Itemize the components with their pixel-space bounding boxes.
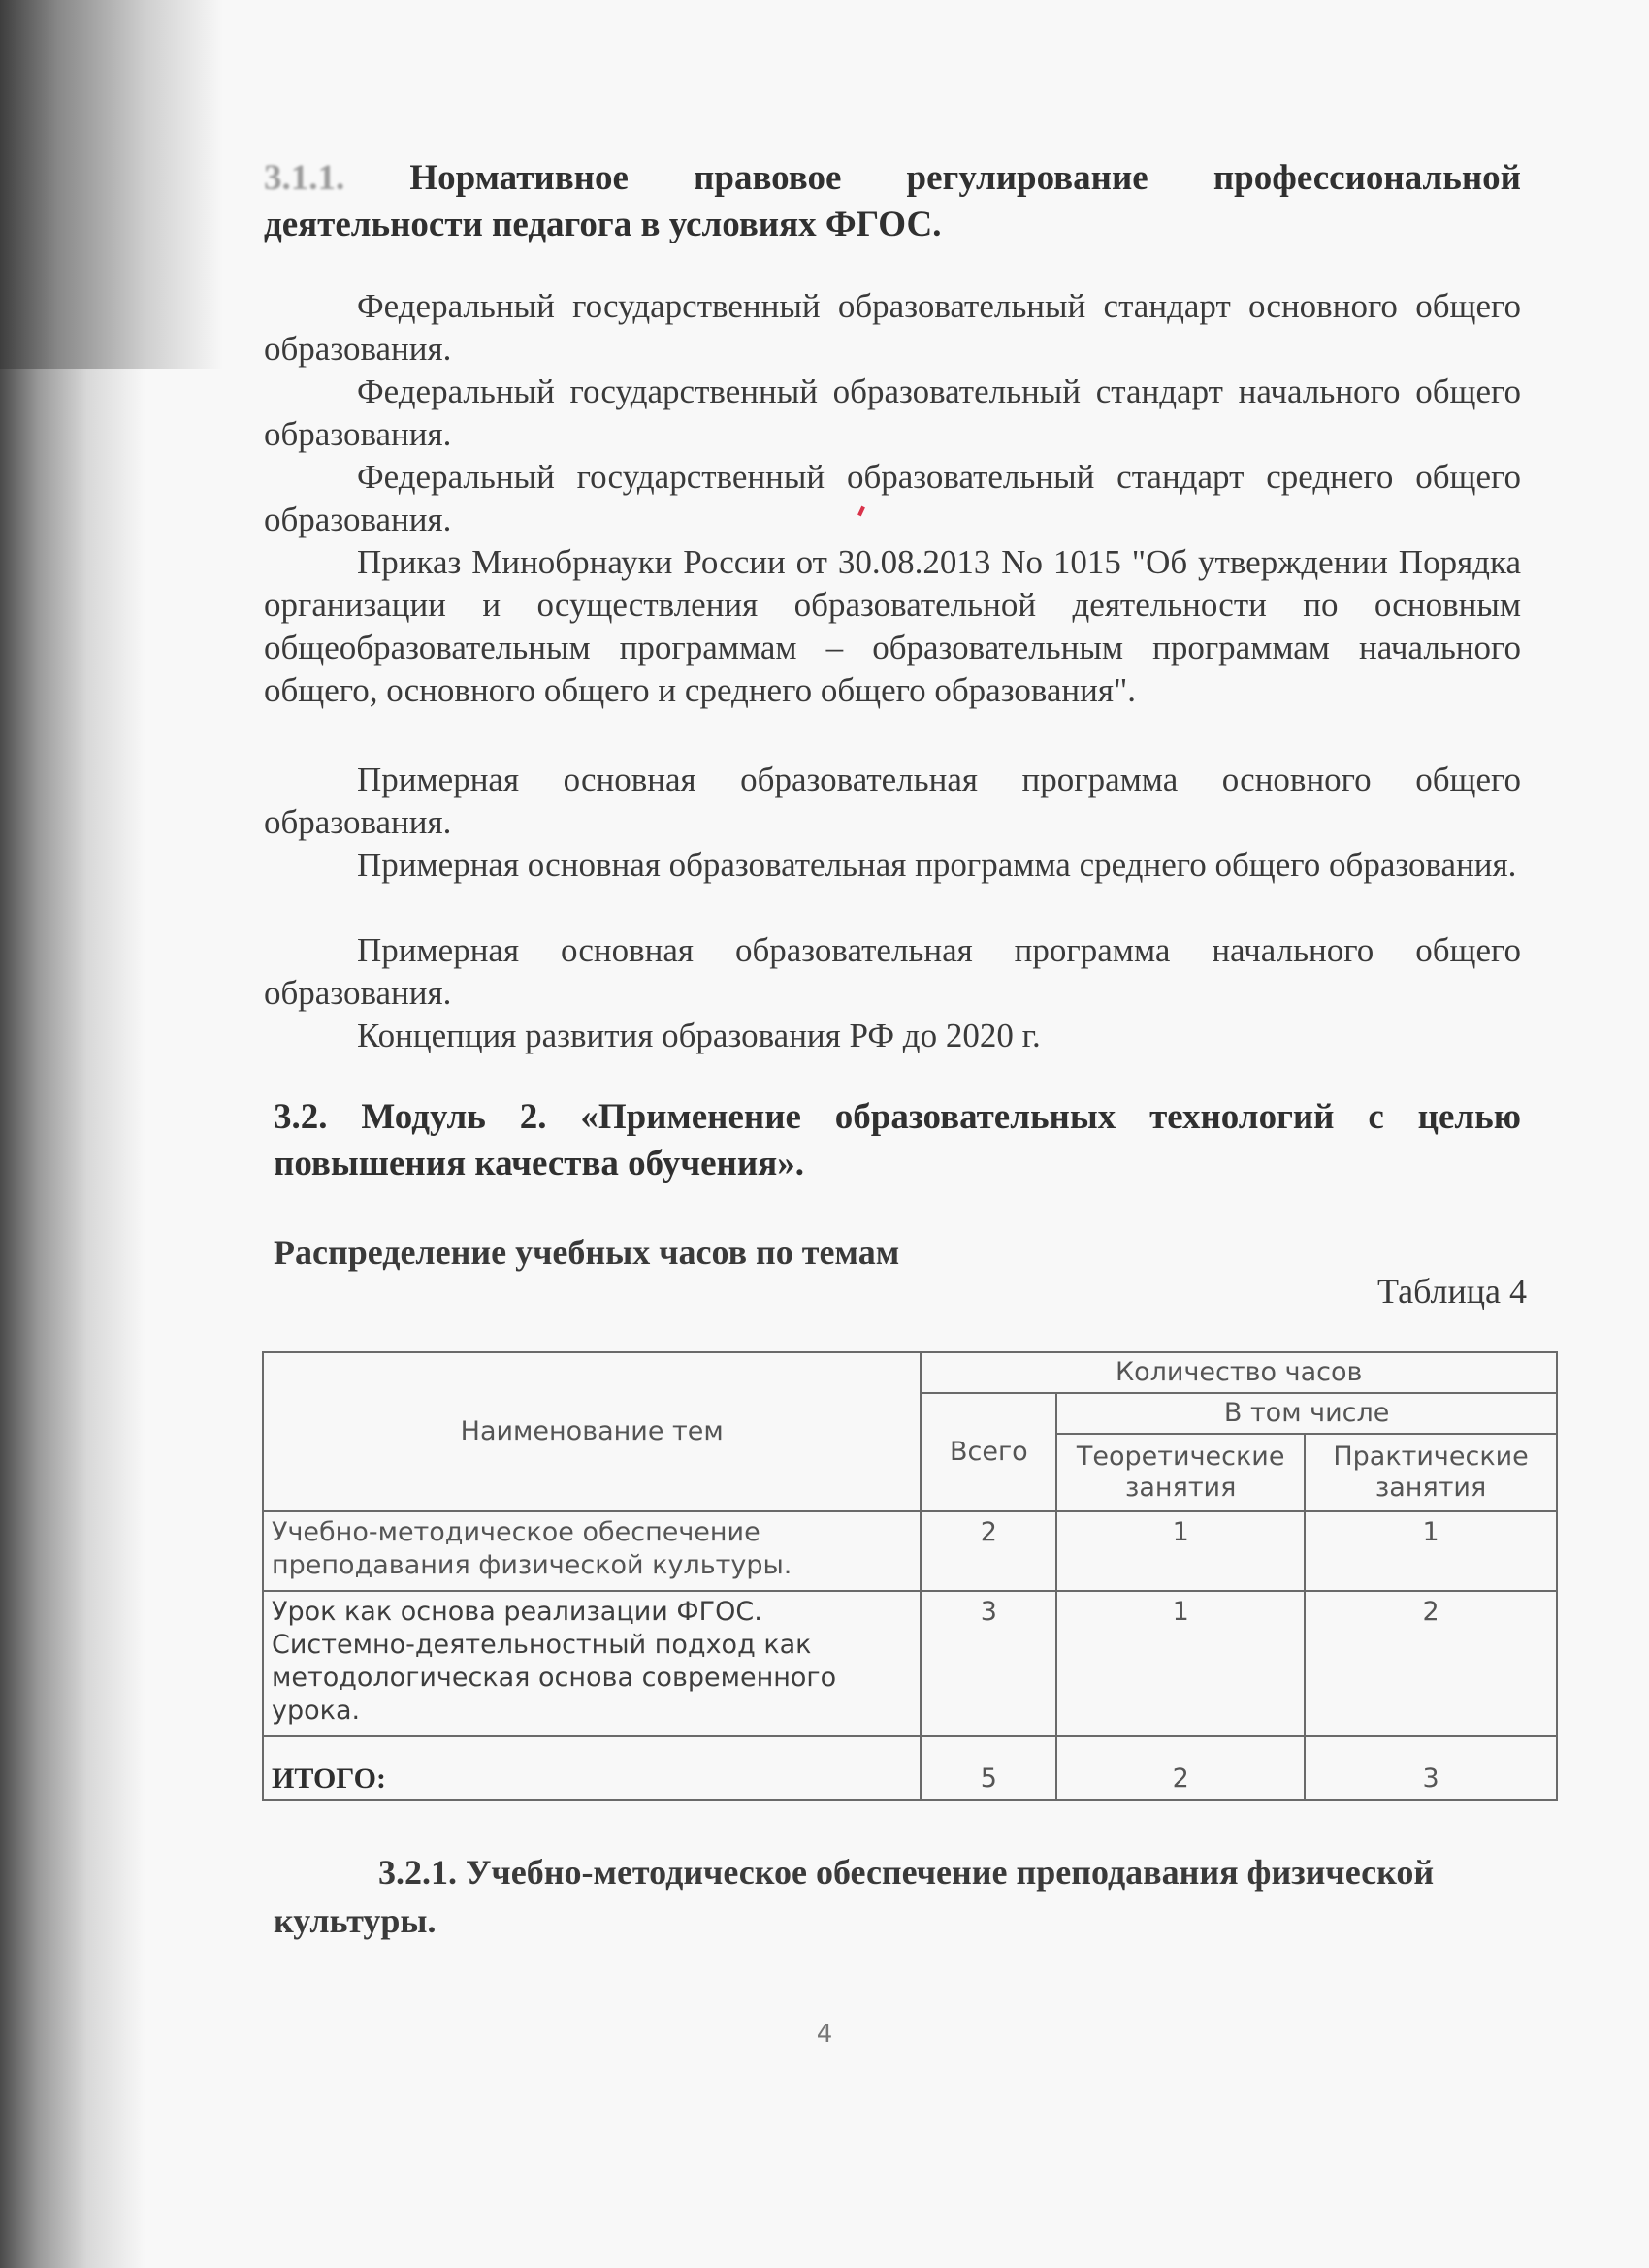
regulation-paragraph: Федеральный государственный образовательный стандарт начального общего образования. [264,373,1521,453]
row-total: 2 [921,1511,1056,1591]
header-practice: Практические занятия [1305,1434,1557,1511]
section-3-2-heading: 3.2. Модуль 2. «Применение образовательных технологий с целью повышения качества обучения». [274,1097,1521,1183]
total-practice: 3 [1305,1736,1557,1800]
header-total: Всего [921,1393,1056,1511]
page-number: 4 [816,2020,833,2049]
table-row [263,1511,1557,1591]
section-3-2-1-heading: 3.2.1. Учебно-методическое обеспечение преподавания физической культуры. [274,1853,1435,1940]
row-topic: Учебно-методическое обеспечение преподавания физической культуры. [263,1511,921,1591]
regulation-paragraph: Примерная основная образовательная программа основного общего образования. [264,761,1521,841]
section-3-1-1-number: 3.1.1. [264,158,345,198]
table-total-row [263,1736,1557,1800]
section-3-1-1-title: Нормативное правовое регулирование профессиональной деятельности педагога в условиях ФГОС. [264,158,1522,244]
regulation-paragraph: Приказ Минобрнауки России от 30.08.2013 No 1015 "Об утверждении Порядка организации и осуществления образовательной деятельности по основным общеобразовательным программам – образовательным программам начального общего, основного общего и среднего общего образования". [264,543,1521,709]
table-caption: Таблица 4 [1377,1272,1527,1311]
header-theory: Теоретические занятия [1056,1434,1305,1511]
regulation-paragraph: Концепция развития образования РФ до 2020 г. [357,1017,1041,1054]
row-theory: 1 [1056,1591,1305,1736]
row-practice: 1 [1305,1511,1557,1591]
total-total: 5 [921,1736,1056,1800]
section-3-1-1-heading [264,155,1521,248]
total-label: ИТОГО: [263,1736,921,1800]
regulation-paragraph: Федеральный государственный образовательный стандарт основного общего образования. [264,287,1521,368]
regulation-paragraph: Федеральный государственный образовательный стандарт среднего общего образования. [264,458,1521,538]
scan-edge-shadow [0,0,146,2268]
scan-corner-shadow [0,0,223,369]
table-row [263,1591,1557,1736]
header-hours: Количество часов [921,1352,1557,1393]
distribution-heading: Распределение учебных часов по темам [274,1233,900,1272]
row-total: 3 [921,1591,1056,1736]
row-practice: 2 [1305,1591,1557,1736]
header-topic: Наименование тем [263,1352,921,1511]
row-theory: 1 [1056,1511,1305,1591]
total-theory: 2 [1056,1736,1305,1800]
header-including: В том числе [1056,1393,1557,1434]
hours-table [262,1351,1558,1801]
row-topic: Урок как основа реализации ФГОС. Системно-деятельностный подход как методологическая основа современного урока. [263,1591,921,1736]
regulation-paragraph: Примерная основная образовательная программа начального общего образования. [264,931,1521,1012]
regulation-paragraph: Примерная основная образовательная программа среднего общего образования. [357,846,1517,884]
